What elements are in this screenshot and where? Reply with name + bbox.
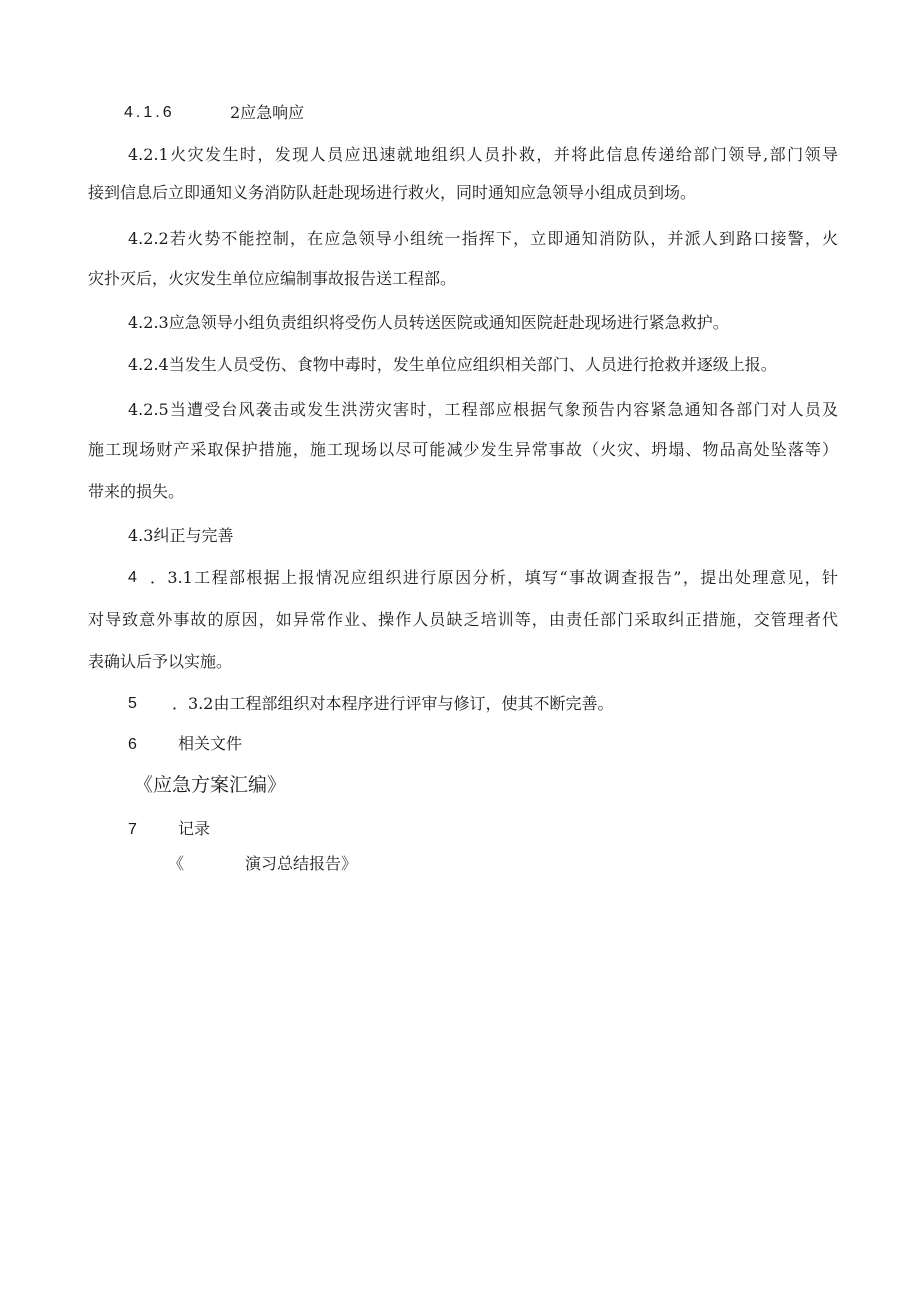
paragraph-line: 表确认后予以实施。 [88, 652, 233, 671]
paragraph-line: 施工现场财产采取保护措施，施工现场以尽可能减少发生异常事故（火灾、坍塌、物品高处坠落等） [88, 440, 838, 459]
paragraph-line: 4.2.5当遭受台风袭击或发生洪涝灾害时，工程部应根据气象预告内容紧急通知各部门对人员及 [128, 400, 838, 419]
paragraph-line: 4.2.3应急领导小组负责组织将受伤人员转送医院或通知医院赶赴现场进行紧急救护。 [128, 313, 729, 332]
paragraph-line: ．3.1工程部根据上报情况应组织进行原因分析，填写“事故调查报告”，提出处理意见，针 [150, 568, 838, 587]
paragraph-line: 4.2.2若火势不能控制，在应急领导小组统一指挥下，立即通知消防队，并派人到路口接警，火 [128, 229, 838, 248]
paragraph-line: 4.2.1火灾发生时，发现人员应迅速就地组织人员扑救，并将此信息传递给部门领导,部门领导 [128, 145, 838, 164]
section-title: 记录 [178, 821, 211, 838]
section-title: 2应急响应 [230, 103, 305, 122]
paragraph-line: 4.2.4当发生人员受伤、食物中毒时，发生单位应组织相关部门、人员进行抢救并逐级上报。 [128, 355, 777, 374]
section-title: 相关文件 [178, 736, 243, 753]
paragraph-line: 接到信息后立即通知义务消防队赶赴现场进行救火，同时通知应急领导小组成员到场。 [88, 183, 697, 202]
paragraph-number: 5 [128, 695, 137, 712]
paragraph-line: 灾扑灭后，火灾发生单位应编制事故报告送工程部。 [88, 269, 457, 288]
section-number: 7 [128, 821, 137, 838]
section-title: 4.3纠正与完善 [128, 526, 234, 545]
paragraph-number: 4 [128, 569, 137, 586]
paragraph-line: 对导致意外事故的原因，如异常作业、操作人员缺乏培训等，由责任部门采取纠正措施，交管理者代 [88, 610, 838, 629]
section-number: 4.1.6 [124, 104, 175, 121]
section-number: 6 [128, 736, 137, 753]
paragraph-line: 带来的损失。 [88, 482, 185, 501]
related-document: 《应急方案汇编》 [134, 774, 287, 796]
record-bracket: 《 [168, 854, 185, 873]
record-document: 演习总结报告》 [245, 854, 358, 873]
paragraph-line: ．3.2由工程部组织对本程序进行评审与修订，使其不断完善。 [172, 694, 614, 713]
